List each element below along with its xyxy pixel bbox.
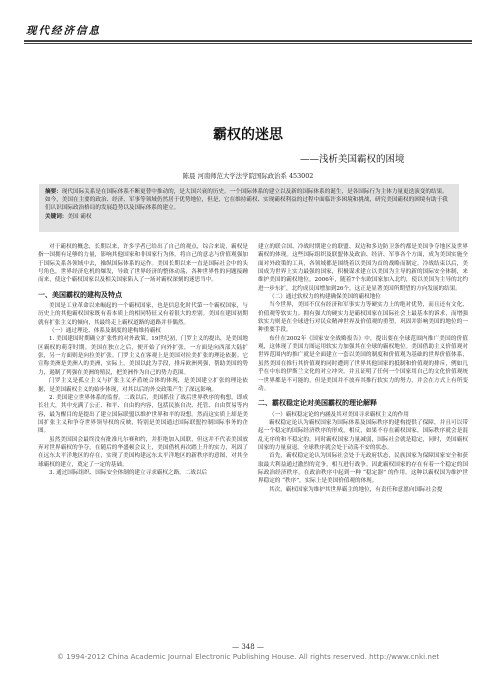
keywords-label: 关键词：: [45, 214, 68, 220]
journal-name: 现代经济信息: [26, 25, 101, 37]
keywords: [45, 213, 453, 221]
abstract-text: 现代国际关系是在国际体系不断更替中推动的，是大国兴衰的历史。一个国际体系的建立以及新的国际体系的诞生，是各国际行为主体力量更迭演变的结果。如今，美国在主要的政治、经济、军事等领域仍然居于优势地位，但是，它在维持霸权、实现霸权利益的过程中面临许多困境和挑战，研究美国霸权的困境有助于我们认识国际政治格局的发展趋势以及国际体系的建立。: [45, 189, 448, 211]
section-heading: 二、霸权稳定论对美国霸权的理论解释: [258, 399, 377, 408]
subsection-heading: （二）通过软权力的构建确保美国的霸权地位: [269, 294, 381, 301]
paragraph: 对于霸权的概念，长期以来，许多学者已给出了自己的观点，综合来说，霸权是指一国拥有足够的力量，影响其他国家和非国家行为体。将自己的意志与价值观强加于国际关系各领域中去，操纵国际体系的运作。美国长期以来一直是国际社会中的头号角色，世界经济危机的爆发，导致了世界经济的整体动荡，各种世界性的问题接踵而来，使这个霸权国家以及相关国家陷入了一场对霸权深刻的迷思当中。: [38, 244, 248, 284]
copyright-footer: © 1994-2012 China Academic Journal Electronic Publishing House. All rights reserved. http://www.cnki.net: [56, 652, 440, 661]
paragraph: 美国是工业革命以来崛起的一个霸权国家，也是信息化时代第一个霸权国家，与历史上的其他霸权国家既有着本质上的相同特征又有着很大的差别。美国在建国初期就有扩张主义的倾向，其最终走上霸权道路的道路并非偶然。: [38, 303, 248, 326]
subsection-heading: （一）霸权稳定论的内涵及其对美国寻求霸权主义的作用: [269, 411, 409, 418]
page-number: — 348 —: [232, 643, 264, 651]
paragraph: 2. 美国建立世界体系的监督。二战以后，美国抓住了战后世界秩序的构想，即成长壮大，其中充满了公正、和平、自由的内容，包括民族自决、托管、自由贸易等内容，最为醒目的是提出了建立国际联盟以维护世界和平的设想。然而这实质上却是美国扩张主义和争夺世界领导权的反映，特别是美国通过国际联盟控制国际事务的企图。: [38, 394, 248, 435]
subsection-heading: （一）通过理论、体系及制度的建构维持霸权: [49, 328, 161, 335]
left-column: [38, 243, 248, 477]
paragraph: 首先，霸权稳定论认为国际社会处于无政府状态，民族国家为保障国家安全和获取最大利益通过激烈的竞争，相互进行战争。因此霸权国家的存在有着一个稳定的国际政治经济秩序，在政治秩序中起到一种 “稳定器” 的作用。这种以霸权国为维护世界稳定的 “秩序”，实际上是美国价值观的体现。: [258, 453, 468, 485]
paragraph: 其次，霸权国家为维护其世界霸主的地位，有责任和意愿向国际社会提: [269, 486, 443, 493]
abstract-label: 摘要：: [45, 189, 62, 195]
keywords-text: 美国 霸权: [67, 214, 92, 220]
paragraph: 当今世界，美国不仅有经济和军事实力等硬实力上的绝对优势，而且还有文化、价值观等软实力。拥有强大的硬实力是霸权国家在国际社会上最基本的诉求，而增强软实力则是在全球进行对民众精神世界及价值观的重塑，巩固并影响美国的地位的一种重要手段。: [258, 302, 468, 334]
abstract-box: [39, 184, 459, 232]
paragraph: 霸权稳定论认为霸权国家为国际体系及国际秩序的建构提供了保障，并且可以带起一个稳定的国际经济秩序的形成，相反，如果不存在霸权国家，国际秩序就会是混乱无序的和不稳定的，同时霸权国家力量减弱，国际社会就是稳定，同时，美国霸权国家的力量衰退，全球秩序就会处于动荡不安的状态。: [258, 419, 468, 451]
article-subtitle: ——浅析美国霸权的困境: [300, 154, 405, 165]
header-rule-thin: [24, 43, 472, 44]
paragraph: 3. 通过国际组织、国际安全体制的建立寻求霸权之路。二战以后: [49, 469, 208, 476]
right-column: [258, 243, 468, 494]
paragraph: 建立的联合国、冷战时期建立的联盟、双边和多边防卫条约都是美国争夺地区及世界霸权的体现。这些国际组织及联盟体及政治、经济、军事各个方面，成为美国实施全面对外政策的工具，各领域都是围绕着以美国为首的战略而制定。冷战结束以后，美国成为世界上实力最强的国家，积极谋求建立以美国为主导的新的国际安全体制，来维护美国的霸权地位。2006年，随着7个东欧国家加入北约，使以美国为主导的北约进一步东扩，北约成员国增加到26个，这正是显著美国所期望的方向发展的结果。: [258, 244, 468, 292]
abstract: [45, 188, 453, 212]
paragraph: 虽然美国国会最终没有批准凡尔赛和约，并拒绝加入国联，但这并不代表美国放弃对世界霸权的争夺，在随后的华盛顿会议上，美国借机再次踏上升的实力，巩固了在远东太平洋地区的存在，实现了美国构建远东太平洋地区的新秩序的意图，对其全球霸权的建立，奠定了一定的基础。: [38, 436, 248, 468]
paragraph: 门罗主义是孤立主义与扩张主义矛盾统合体的体现，是美国建立扩张的理论依据，是美国霸权主义的始步体现，对其以后的外交政策产生了深远影响。: [38, 378, 248, 393]
page-header: [0, 0, 496, 40]
article-title: 霸权的迷思: [213, 127, 283, 143]
section-heading: 一、美国霸权的建构及特点: [38, 290, 122, 299]
author-line: 陈晨 河南师范大学法学院国际政治系 453002: [182, 172, 314, 180]
paragraph: 布什在2002年《国家安全战略报告》中，提出要在全球范围内推广美国的价值观，这体现了美国力图运用软实力加强其在全球的霸权地位。美国借助主义价值观对世界范围内的推广就是全面建立一套以美国的制度和价值观为基础的世界价值体系，虽然美国在推行其价值观的同时遭到了世界其他国家的抵制和价值观的排斥，例如几乎在中东的伊斯兰文化的对立冲突，并且证明了任何一个国家用自己的文化价值观统一世界都是不可能的，但是美国并不放弃其推行软实力的努力，并会在方式上有所变动。: [258, 335, 468, 392]
paragraph: 1. 美国建国时期确立扩张性的对外政策。19世纪初，门罗主义的提出，是美国地区霸权的萌芽时期。美国在独立之后，便开始了向外扩张，一方面是向西部大陆扩张，另一方面则是向拉美扩张。门罗主义在客观上是美国对拉美扩张的理论依据。它宣称美洲是美洲人的美洲，实际上，美国以此为手段，排斥欧洲列强，帮助美国的势力，遏制了列强在美洲的殖民，把美洲作为自己的势力范围。: [38, 336, 248, 376]
header-rule-thick: [24, 40, 472, 42]
